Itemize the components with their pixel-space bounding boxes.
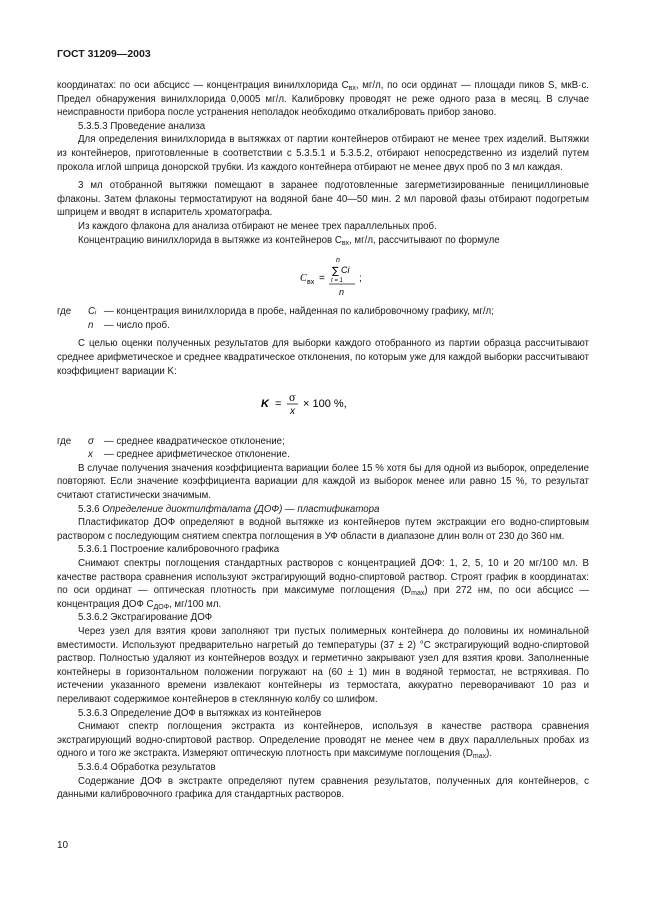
document-header: ГОСТ 31209—2003 — [57, 48, 151, 60]
formula-lhs-sub: вх — [307, 279, 315, 287]
page-number: 10 — [57, 840, 69, 851]
formula-lhs: C — [300, 273, 307, 285]
paragraph: Концентрацию винилхлорида в вытяжке из контейнеров $C_{вх}$, мг/л, рассчитывают по формуле — [78, 234, 500, 247]
section-heading: 5.3.6.2 Экстрагирование ДОФ — [78, 612, 213, 624]
paragraph: В случае получения значения коэффициента вариации более 15 % хотя бы для одной из выборок, определение повторяют. Если значение коэффициента вариации для каждой из выборок менее или равно 15 %, то результат считают статистически значимым. — [57, 462, 589, 502]
formula-sum-sign: ∑ — [332, 266, 339, 278]
formula2-eq: = — [275, 398, 282, 411]
paragraph: Для определения винилхлорида в вытяжках от партии контейнеров отбирают не менее трех изделий. Вытяжки из контейнеров, приготовленные в соответствии с 5.3.5.1 и 5.3.5.2, отбирают непосредственно из изделий путем прокола иглой шприца донорской трубки. Из каждого контейнера отбирают не менее двух проб по 3 мл каждая. — [57, 134, 589, 173]
formula-concentration — [57, 253, 589, 301]
formula-sum-var: Ci — [341, 265, 350, 276]
section-heading: 5.3.6.1 Построение калибровочного графика — [78, 544, 280, 556]
section-heading: 5.3.6.3 Определение ДОФ в вытяжках из контейнеров — [78, 707, 322, 719]
legend-row: где σ — среднее квадратическое отклонение; — [57, 435, 285, 447]
legend-row: x — среднее арифметическое отклонение. — [88, 449, 290, 461]
paragraph: координатах: по оси абсцисс — концентрация винилхлорида $C_{вх}$, мг/л, по оси ординат — площади пиков S, мкВ·с. Предел обнаружения винилхлорида 0,0005 мг/л. Калибровку проводят не реже одного раза в месяц. В случае неисправности прибора после устранения неполадок необходимо откалибровать прибор заново. — [57, 80, 589, 119]
formula-tail: ; — [359, 273, 362, 285]
formula2-rest: × 100 %, — [303, 398, 347, 411]
document-body — [57, 79, 589, 802]
formula2-svg — [253, 388, 393, 418]
formula-eq: = — [319, 273, 325, 285]
paragraph: С целью оценки полученных результатов для выборки каждого отобранного из партии образца рассчитывают среднее арифметическое и среднее квадратическое отклонения, по которым уже для каждой выборки рассчитывают коэффициент вариации K: — [57, 338, 589, 377]
paragraph: Содержание ДОФ в экстракте определяют путем сравнения результатов, полученных для контейнеров, с данными калибровочного графика для стандартных растворов. — [57, 775, 589, 801]
formula-sum-top: n — [336, 257, 340, 265]
formula-denominator: n — [339, 287, 345, 298]
paragraph: Пластификатор ДОФ определяют в водной вытяжке из контейнеров путем экстракции его водно-спиртовым раствором с последующим снятием спектра поглощения в УФ области в диапазоне длин волн от 230 до 360 нм. — [57, 517, 589, 542]
formula2-denominator: x — [290, 406, 295, 418]
formula2-numerator: σ — [289, 393, 296, 405]
legend-row: n — число проб. — [88, 319, 170, 331]
formula-variation — [57, 388, 589, 423]
paragraph: Из каждого флакона для анализа отбирают не менее трех параллельных проб. — [78, 220, 437, 232]
section-heading: 5.3.6 Определение диоктилфталата (ДОФ) — пластификатора — [78, 503, 380, 515]
paragraph: Через узел для взятия крови заполняют три пустых полимерных контейнера до половины их номинальной вместимости. Используют предварительно нагретый до температуры (37 ± 2) °С экстрагирующий водно-спиртовой раствор. Полностью удаляют из контейнеров воздух и герметично закрывают узел для взятия крови. Заполненные контейнеры в горизонтальном положении погружают на (60 ± 1) мин в водяной термостат, не встряхивая. По истечении указанного времени извлекают контейнеры из термостата, аккуратно переворачивают 10 раз и переливают содержимое контейнеров в стеклянную колбу со шлифом. — [57, 626, 589, 705]
formula-sum-bottom: t = 1 — [331, 278, 343, 285]
legend-row: где Cᵢ — концентрация винилхлорида в пробе, найденная по калибровочному графику, мг/л; — [57, 306, 494, 318]
paragraph: Снимают спектры поглощения стандартных растворов с концентрацией ДОФ: 1, 2, 5, 10 и 20 мг/100 мл. В качестве раствора сравнения используют экстрагирующий водно-спиртовой раствор. Строят график в координатах: по оси ординат — оптическая плотность при максимуме поглощения $(D_{max})$ при 272 нм, по оси абсцисс — концентрация ДОФ $C_{ДОФ}$, мг/100 мл. — [57, 558, 590, 611]
section-heading: 5.3.6.4 Обработка результатов — [78, 761, 216, 773]
section-heading: 5.3.5.3 Проведение анализа — [78, 120, 206, 132]
paragraph: 3 мл отобранной вытяжки помещают в заранее подготовленные загерметизированные пенициллиновые флаконы. Затем флаконы термостатируют на водяной бане 40—50 мин. 2 мл паровой фазы отбирают подогретым шприцем и вводят в испаритель хроматографа. — [57, 180, 589, 219]
formula2-lhs: K — [261, 398, 269, 411]
formula-svg — [57, 253, 589, 301]
paragraph: Снимают спектр поглощения экстракта из контейнеров, используя в качестве раствора сравнения экстрагирующий водно-спиртовой раствор. Определение проводят не менее чем в двух параллельных пробах из одного и того же экстракта. Измеряют оптическую плотность при максимуме поглощения $(D_{max})$. — [57, 721, 589, 761]
